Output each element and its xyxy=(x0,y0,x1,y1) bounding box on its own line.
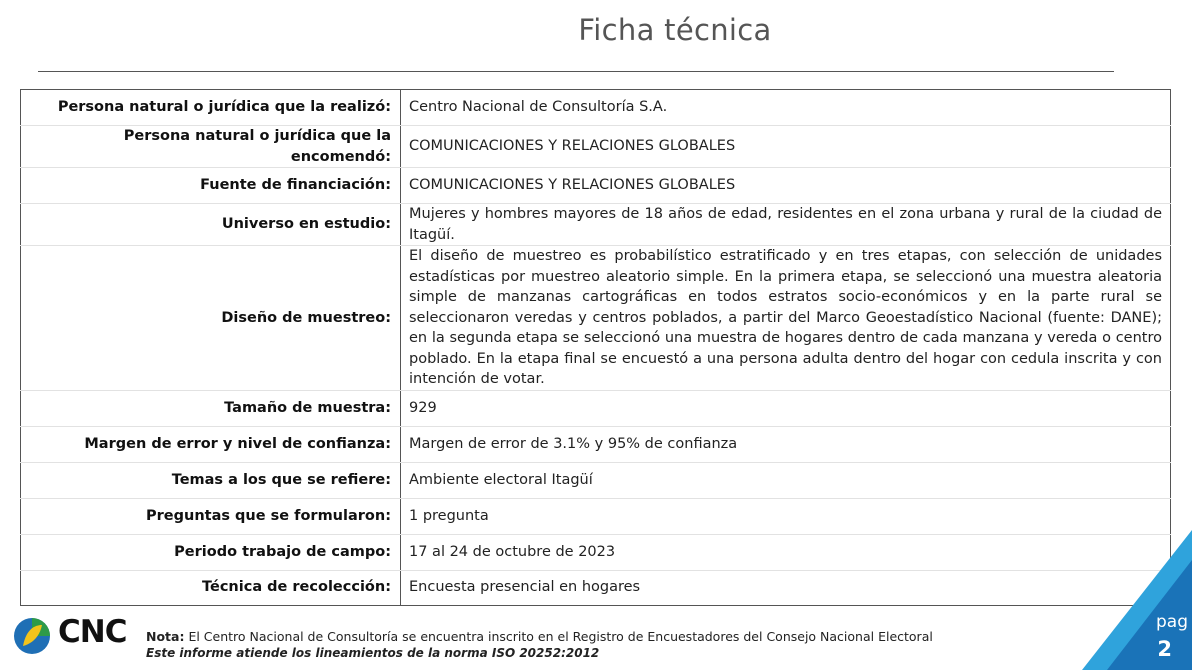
row-value: Encuesta presencial en hogares xyxy=(409,579,641,596)
table-row xyxy=(21,426,1171,462)
row-value: Mujeres y hombres mayores de 18 años de edad, residentes en el zona urbana y rural de la ciudad de Itagüí. xyxy=(401,204,1171,246)
cnc-logo-text: CNC xyxy=(58,614,127,650)
row-label: Técnica de recolección: xyxy=(21,570,401,605)
table-row xyxy=(21,204,1171,246)
row-label: Fuente de financiación: xyxy=(21,168,401,204)
row-value: COMUNICACIONES Y RELACIONES GLOBALES xyxy=(401,126,1171,168)
row-label: Persona natural o jurídica que la encomendó: xyxy=(21,126,401,168)
row-label: Margen de error y nivel de confianza: xyxy=(21,426,401,462)
table-row xyxy=(21,462,1171,498)
iso-norm-text: Este informe atiende los lineamientos de la norma ISO 20252:2012 xyxy=(146,646,600,660)
row-value: El diseño de muestreo es probabilístico estratificado y en tres etapas, con selección de unidades estadísticas por muestreo aleatorio simple. En la primera etapa, se seleccionó una muestra aleatoria simple de manzanas cartográficas en todos estratos socio-económicos y en la parte rural se seleccionaron veredas y centros poblados, a partir del Marco Geoestadístico Nacional (fuente: DANE); en la segunda etapa se seleccionó una muestra de hogares dentro de cada manzana y vereda o centro poblado. En la etapa final se encuestó a una persona adulta dentro del hogar con cedula inscrita y con intención de votar. xyxy=(401,246,1171,391)
row-label: Tamaño de muestra: xyxy=(21,390,401,426)
row-value: 17 al 24 de octubre de 2023 xyxy=(401,534,1171,570)
row-value: 1 pregunta xyxy=(401,498,1171,534)
row-label: Preguntas que se formularon: xyxy=(21,498,401,534)
row-label: Temas a los que se refiere: xyxy=(21,462,401,498)
table-row xyxy=(21,168,1171,204)
cnc-logo-icon xyxy=(12,616,52,656)
table-row xyxy=(21,534,1171,570)
table-row xyxy=(21,570,1171,605)
table-row xyxy=(21,126,1171,168)
page-label: pag xyxy=(1156,612,1188,632)
row-value: COMUNICACIONES Y RELACIONES GLOBALES xyxy=(401,168,1171,204)
title-divider xyxy=(38,71,1114,72)
row-value: Margen de error de 3.1% y 95% de confianza xyxy=(401,426,1171,462)
note-text: El Centro Nacional de Consultoría se encuentra inscrito en el Registro de Encuestadores del Consejo Nacional Electoral xyxy=(184,629,933,644)
row-value: 929 xyxy=(401,390,1171,426)
row-label: Universo en estudio: xyxy=(21,204,401,246)
row-label: Periodo trabajo de campo: xyxy=(21,534,401,570)
table-row xyxy=(21,90,1171,126)
table-row xyxy=(21,246,1171,391)
page-title: Ficha técnica xyxy=(578,13,772,47)
table-row xyxy=(21,498,1171,534)
row-value: Ambiente electoral Itagüí xyxy=(401,462,1171,498)
corner-decoration xyxy=(1082,530,1192,670)
row-label: Diseño de muestreo: xyxy=(21,246,401,391)
note-label: Nota: xyxy=(146,629,185,644)
row-label: Persona natural o jurídica que la realizó: xyxy=(21,90,401,126)
technical-sheet-table xyxy=(20,89,1171,606)
footer-note xyxy=(146,629,933,645)
table-row xyxy=(21,390,1171,426)
page-number: 2 xyxy=(1157,637,1172,661)
row-value: Centro Nacional de Consultoría S.A. xyxy=(401,90,1171,126)
